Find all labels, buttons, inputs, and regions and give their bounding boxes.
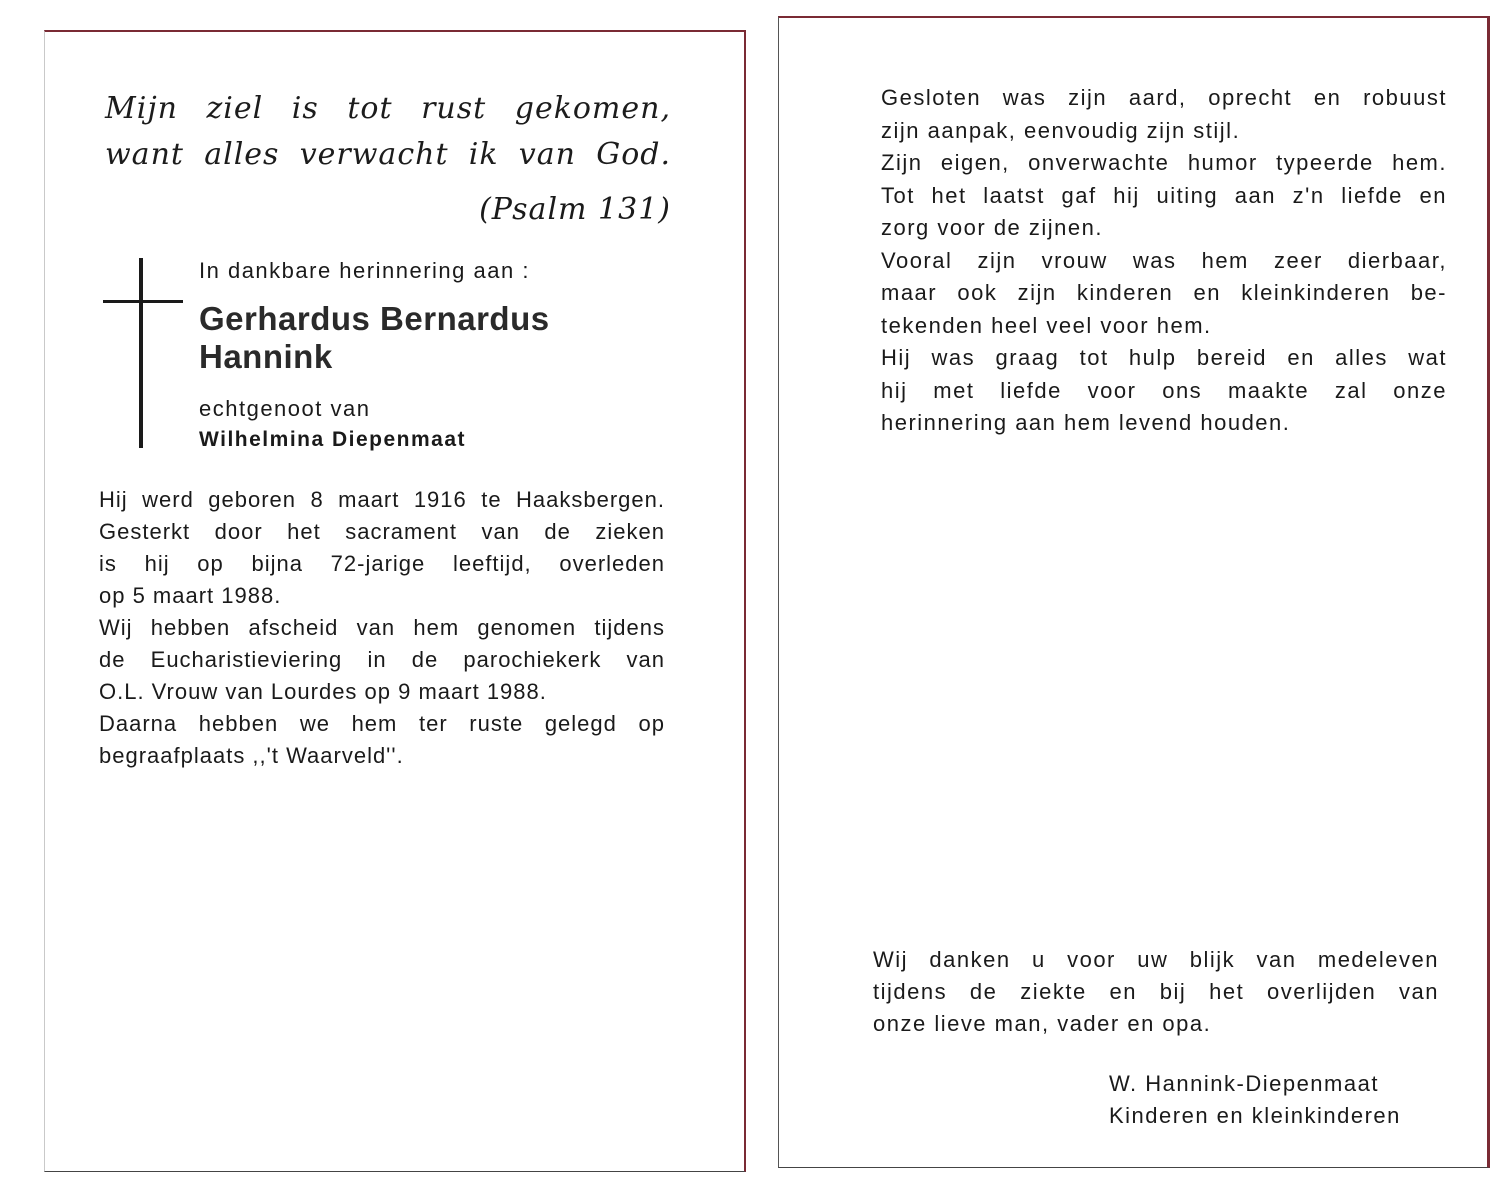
thanks-line: onze lieve man, vader en opa. (873, 1011, 1212, 1036)
tribute-line: maar ook zijn kinderen en kleinkinderen be- (881, 280, 1447, 305)
tribute-line: Hij was graag tot hulp bereid en alles wat (881, 345, 1447, 370)
cross-icon-bar (103, 300, 183, 303)
signature (1109, 1068, 1439, 1132)
thanks-line: Wij danken u voor uw blijk van medeleven (873, 947, 1439, 972)
thanks-text (873, 944, 1439, 1040)
deceased-name (199, 300, 550, 376)
tribute-line: tekenden heel veel voor hem. (881, 312, 1212, 338)
tribute-line: Vooral zijn vrouw was hem zeer dierbaar, (881, 247, 1447, 273)
tribute-line: Gesloten was zijn aard, oprecht en robuust (881, 85, 1447, 110)
signature-line: W. Hannink-Diepenmaat (1109, 1071, 1379, 1096)
bio-line: begraafplaats ,,'t Waarveld''. (99, 743, 404, 768)
bio-line: Wij hebben afscheid van hem genomen tijdens (99, 615, 665, 640)
left-card-page (44, 30, 746, 1172)
deceased-name-line: Hannink (199, 338, 333, 375)
bio-line: de Eucharistieviering in de parochiekerk van (99, 647, 665, 672)
tribute-line: herinnering aan hem levend houden. (881, 410, 1291, 435)
tribute-line: Tot het laatst gaf hij uiting aan z'n liefde en (881, 182, 1447, 208)
bio-line: Daarna hebben we hem ter ruste gelegd op (99, 711, 665, 736)
memory-intro: In dankbare herinnering aan : (199, 258, 530, 283)
spouse-name: Wilhelmina Diepenmaat (199, 428, 467, 451)
psalm-quote (105, 86, 671, 178)
tribute-line: Zijn eigen, onverwachte humor typeerde hem. (881, 150, 1447, 175)
psalm-quote-line: Mijn ziel is tot rust gekomen, (105, 91, 671, 126)
right-card-page (778, 16, 1490, 1168)
bio-line: op 5 maart 1988. (99, 583, 282, 608)
psalm-reference: (Psalm 131) (479, 192, 671, 227)
bio-line: Gesterkt door het sacrament van de zieken (99, 519, 665, 544)
psalm-quote-line: want alles verwacht ik van God. (105, 137, 671, 172)
bio-line: Hij werd geboren 8 maart 1916 te Haaksbergen. (99, 487, 665, 512)
tribute-line: zijn aanpak, eenvoudig zijn stijl. (881, 117, 1241, 143)
cross-icon (139, 258, 143, 448)
tribute-text (881, 82, 1447, 440)
spouse-label: echtgenoot van (199, 396, 371, 421)
deceased-name-line: Gerhardus Bernardus (199, 300, 550, 337)
signature-line: Kinderen en kleinkinderen (1109, 1103, 1401, 1128)
biography-text (99, 484, 665, 772)
bio-line: is hij op bijna 72-jarige leeftijd, overleden (99, 551, 665, 576)
thanks-line: tijdens de ziekte en bij het overlijden van (873, 979, 1439, 1004)
tribute-line: zorg voor de zijnen. (881, 215, 1103, 240)
tribute-line: hij met liefde voor ons maakte zal onze (881, 377, 1447, 403)
bio-line: O.L. Vrouw van Lourdes op 9 maart 1988. (99, 679, 547, 704)
